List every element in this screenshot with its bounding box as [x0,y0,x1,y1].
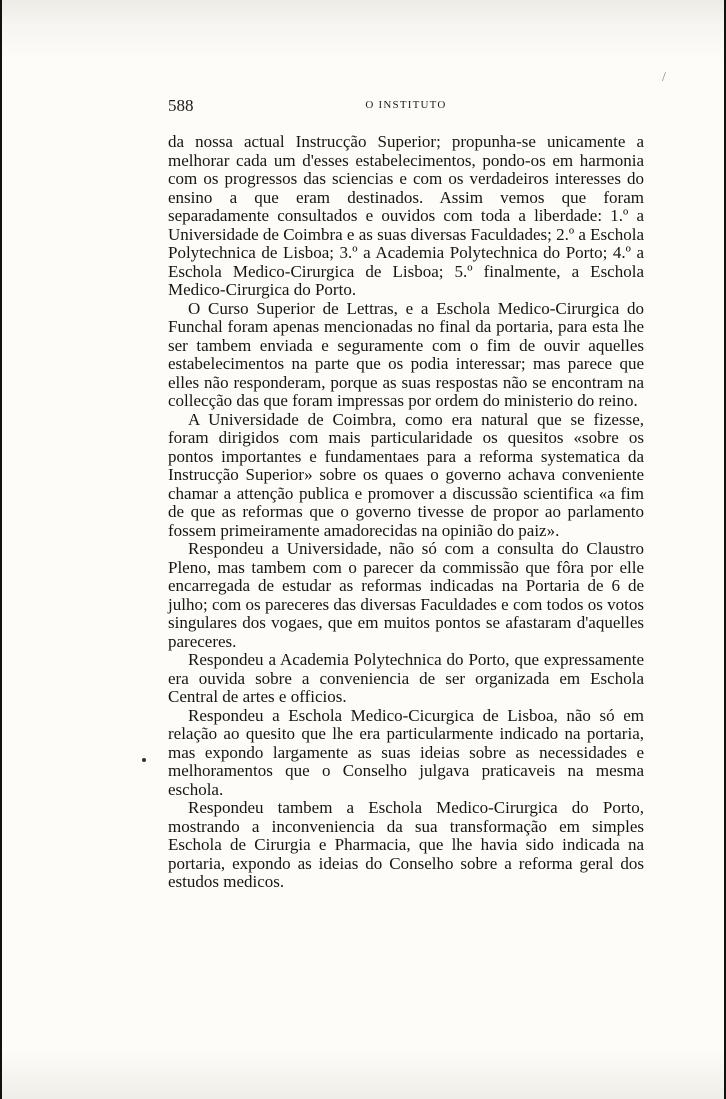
paragraph: da nossa actual Instrucção Superior; propunha-se unicamente a melhorar cada um d'esses estabelecimentos, pondo-os em harmonia com os progressos das sciencias e com os verdadeiros interesses do ensino a que eram destinados. Assim vemos que foram separadamente consultados e ouvidos com toda a liberdade: 1.º a Universidade de Coimbra e as suas diversas Faculdades; 2.º a Eschola Polytechnica de Lisboa; 3.º a Academia Polytechnica do Porto; 4.º a Eschola Medico-Cirurgica de Lisboa; 5.º finalmente, a Eschola Medico-Cirurgica do Porto. [168,132,644,299]
margin-mark: / [662,70,666,85]
paragraph: Respondeu a Universidade, não só com a consulta do Claustro Pleno, mas tambem com o parecer da commissão que fôra por elle encarregada de estudar as reformas indicadas na Portaria de 6 de julho; com os pareceres das diversas Faculdades e com todos os votos singulares dos vogaes, que em muitos pontos se afastaram d'aquelles pareceres. [168,539,644,651]
paragraph: Respondeu a Academia Polytechnica do Porto, que expressamente era ouvida sobre a conveniencia de ser organizada em Eschola Central de artes e officios. [168,650,644,706]
running-head: O INSTITUTO [365,99,447,111]
paragraph: A Universidade de Coimbra, como era natural que se fizesse, foram dirigidos com mais particularidade os quesitos «sobre os pontos importantes e fundamentaes para a reforma systematica da Instrucção Superior» sobre os quaes o governo achava conveniente chamar a attenção publica e promover a discussão scientifica «a fim de que as reformas que o governo tivesse de propor ao parlamento fossem primeiramente amadorecidas na opinião do paiz». [168,409,644,540]
page-number: 588 [168,96,194,115]
paragraph: O Curso Superior de Lettras, e a Eschola Medico-Cirurgica do Funchal foram apenas mencionadas no final da portaria, para esta lhe ser tambem enviada e seguramente com o fim de ouvir aquelles estabelecimentos na parte que os podia interessar; mas parece que elles não responderam, porque as suas respostas não se encontram na collecção das que foram impressas por ordem do ministerio do reino. [168,298,644,410]
page-header [168,96,644,116]
paragraph: Respondeu a Eschola Medico-Cicurgica de Lisboa, não só em relação ao quesito que lhe era particularmente indicado na portaria, mas expondo largamente as suas ideias sobre as necessidades e melhoramentos que o Conselho julgava praticaveis na mesma eschola. [168,705,644,799]
body-text [168,133,644,892]
ink-speck [142,758,146,762]
paragraph: Respondeu tambem a Eschola Medico-Cirurgica do Porto, mostrando a inconveniencia da sua transformação em simples Eschola de Cirurgia e Pharmacia, que lhe havia sido indicada na portaria, expondo as ideias do Conselho sobre a reforma geral dos estudos medicos. [168,798,644,891]
